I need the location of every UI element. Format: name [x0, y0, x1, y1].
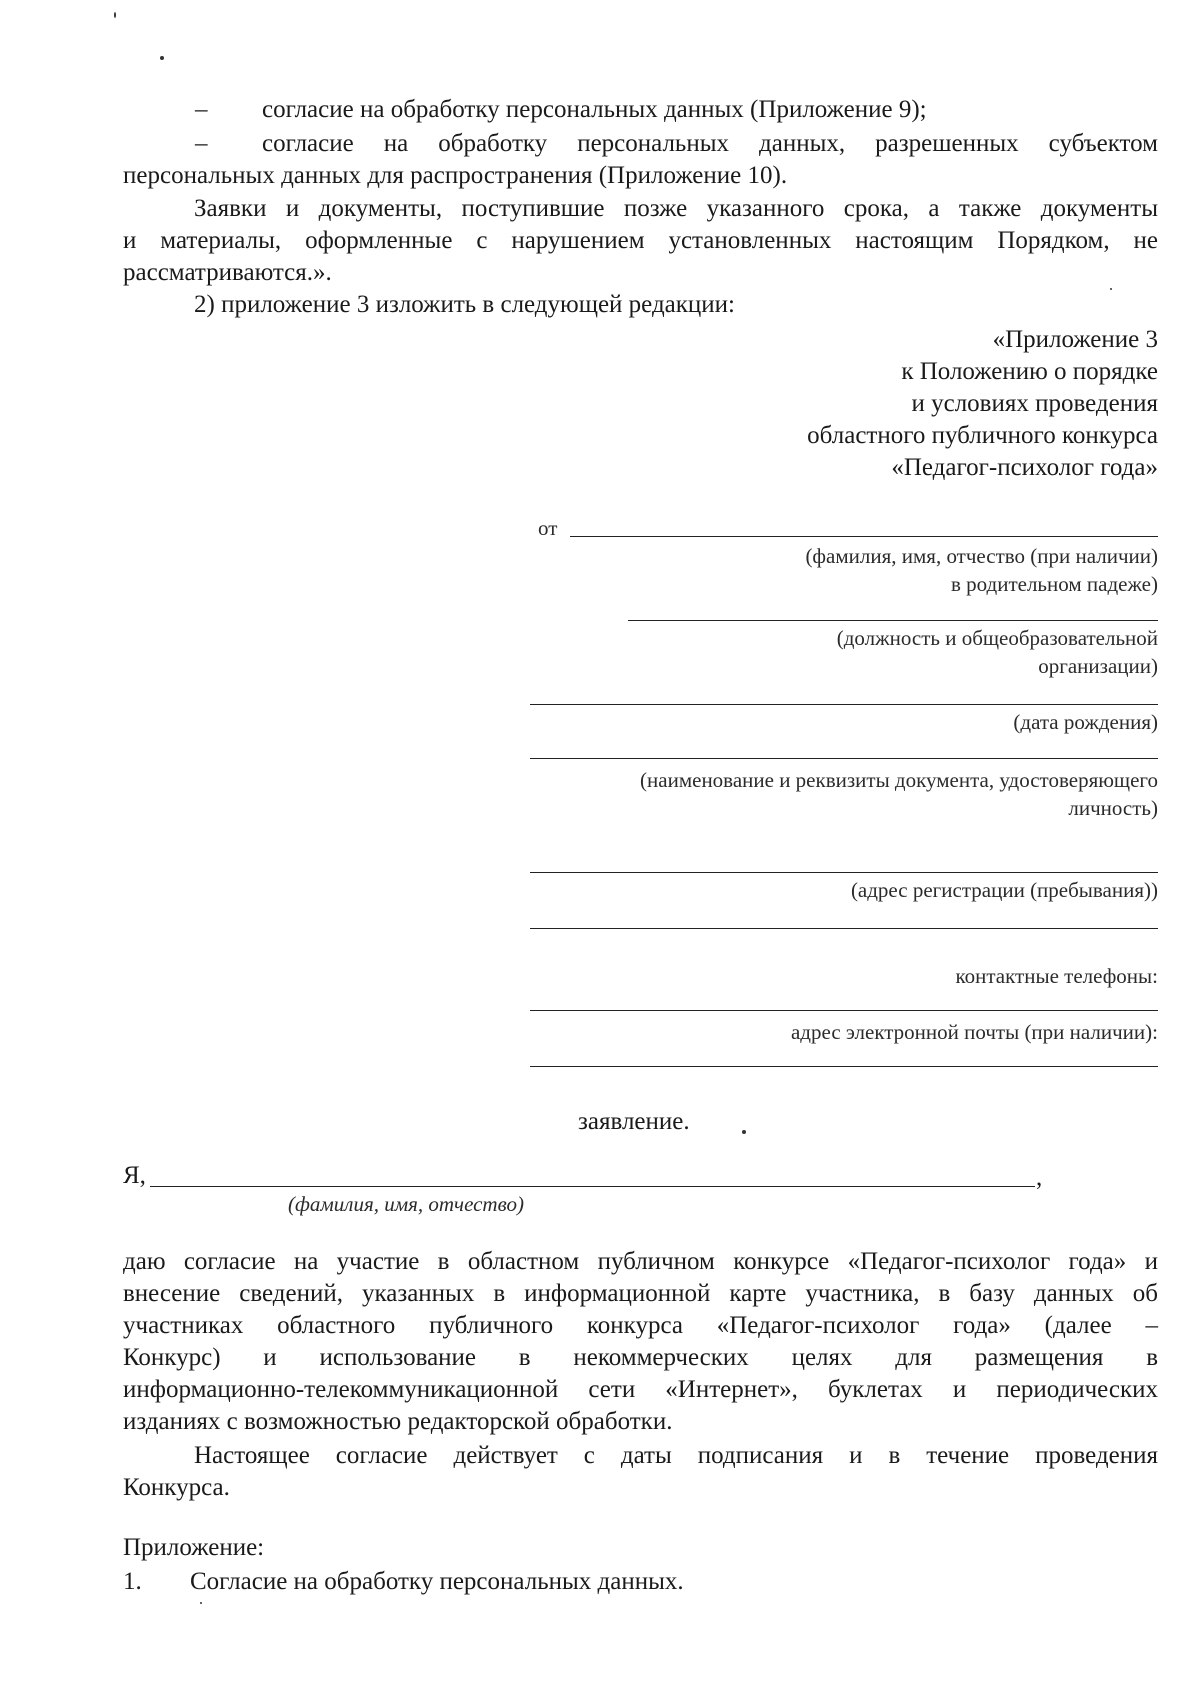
bullet-dash: – — [195, 96, 208, 123]
fio-hint-line1: (фамилия, имя, отчество (при наличии) — [805, 544, 1158, 568]
i-name-hint: (фамилия, имя, отчество) — [288, 1192, 524, 1216]
amendment-line: 2) приложение 3 изложить в следующей редакции: — [194, 291, 735, 318]
validity-line1: Настоящее согласие действует с даты подписания и в течение проведения — [194, 1442, 1158, 1469]
consent-body-line1: даю согласие на участие в областном публичном конкурсе «Педагог-психолог года» и — [123, 1248, 1158, 1275]
appendix-header-line4: областного публичного конкурса — [807, 422, 1158, 449]
scan-speck — [742, 1130, 746, 1134]
appendix-header-line1: «Приложение 3 — [992, 326, 1158, 353]
scan-speck — [114, 12, 116, 18]
fio-blank-line[interactable] — [570, 536, 1158, 537]
appendix-header-line3: и условиях проведения — [911, 390, 1158, 417]
birth-date-hint: (дата рождения) — [1013, 710, 1158, 734]
appendix-header-line5: «Педагог-психолог года» — [891, 454, 1158, 481]
id-document-hint-line2: личность) — [1068, 796, 1158, 820]
attachments-label: Приложение: — [123, 1534, 265, 1561]
bullet-dash: – — [195, 130, 208, 157]
position-blank-line[interactable] — [628, 620, 1158, 621]
consent-body-line2: внесение сведений, указанных в информационной карте участника, в базу данных об — [123, 1280, 1158, 1307]
validity-line2: Конкурса. — [123, 1474, 230, 1501]
from-label: от — [538, 516, 558, 540]
fio-hint-line2: в родительном падеже) — [950, 572, 1158, 596]
consent-body-line5: информационно-телекоммуникационной сети «Интернет», буклетах и периодических — [123, 1376, 1158, 1403]
consent-body-line6: изданиях с возможностью редакторской обработки. — [123, 1408, 673, 1435]
consent-body-line4: Конкурс) и использование в некоммерческих целях для размещения в — [123, 1344, 1158, 1371]
i-name-blank-line[interactable] — [150, 1186, 1035, 1187]
scan-speck — [1110, 288, 1112, 290]
address-hint: (адрес регистрации (пребывания)) — [850, 878, 1158, 902]
statement-title: заявление. — [578, 1108, 690, 1135]
attachment-item-number: 1. — [123, 1568, 142, 1595]
birth-date-blank-line[interactable] — [530, 704, 1158, 705]
i-prefix: Я, — [123, 1162, 146, 1189]
appendix-header-line2: к Положению о порядке — [901, 358, 1158, 385]
id-document-hint-line1: (наименование и реквизиты документа, удостоверяющего — [640, 768, 1158, 792]
position-hint-line2: организации) — [1038, 654, 1158, 678]
email-blank-line[interactable] — [530, 1066, 1158, 1067]
position-hint-line1: (должность и общеобразовательной — [836, 626, 1158, 650]
bullet-consent-distribution-line2: персональных данных для распространения (Приложение 10). — [123, 162, 788, 189]
phones-blank-line[interactable] — [530, 1010, 1158, 1011]
late-docs-line3: рассматриваются.». — [123, 259, 332, 286]
id-document-blank-line[interactable] — [530, 758, 1158, 759]
late-docs-line1: Заявки и документы, поступившие позже указанного срока, а также документы — [194, 195, 1158, 222]
late-docs-line2: и материалы, оформленные с нарушением установленных настоящим Порядком, не — [123, 227, 1158, 254]
i-suffix-comma: , — [1036, 1164, 1043, 1191]
bullet-consent-distribution-line1: согласие на обработку персональных данных, разрешенных субъектом — [262, 130, 1158, 157]
scan-speck — [160, 56, 164, 60]
attachment-item-text: Согласие на обработку персональных данных. — [190, 1568, 684, 1595]
phones-label: контактные телефоны: — [955, 964, 1158, 988]
email-label: адрес электронной почты (при наличии): — [790, 1020, 1158, 1044]
address-blank-line[interactable] — [530, 872, 1158, 873]
address-blank-line-2[interactable] — [530, 928, 1158, 929]
scan-speck — [200, 1602, 202, 1604]
bullet-consent-personal-data: согласие на обработку персональных данных (Приложение 9); — [262, 96, 927, 123]
consent-body-line3: участниках областного публичного конкурса «Педагог-психолог года» (далее – — [123, 1312, 1158, 1339]
